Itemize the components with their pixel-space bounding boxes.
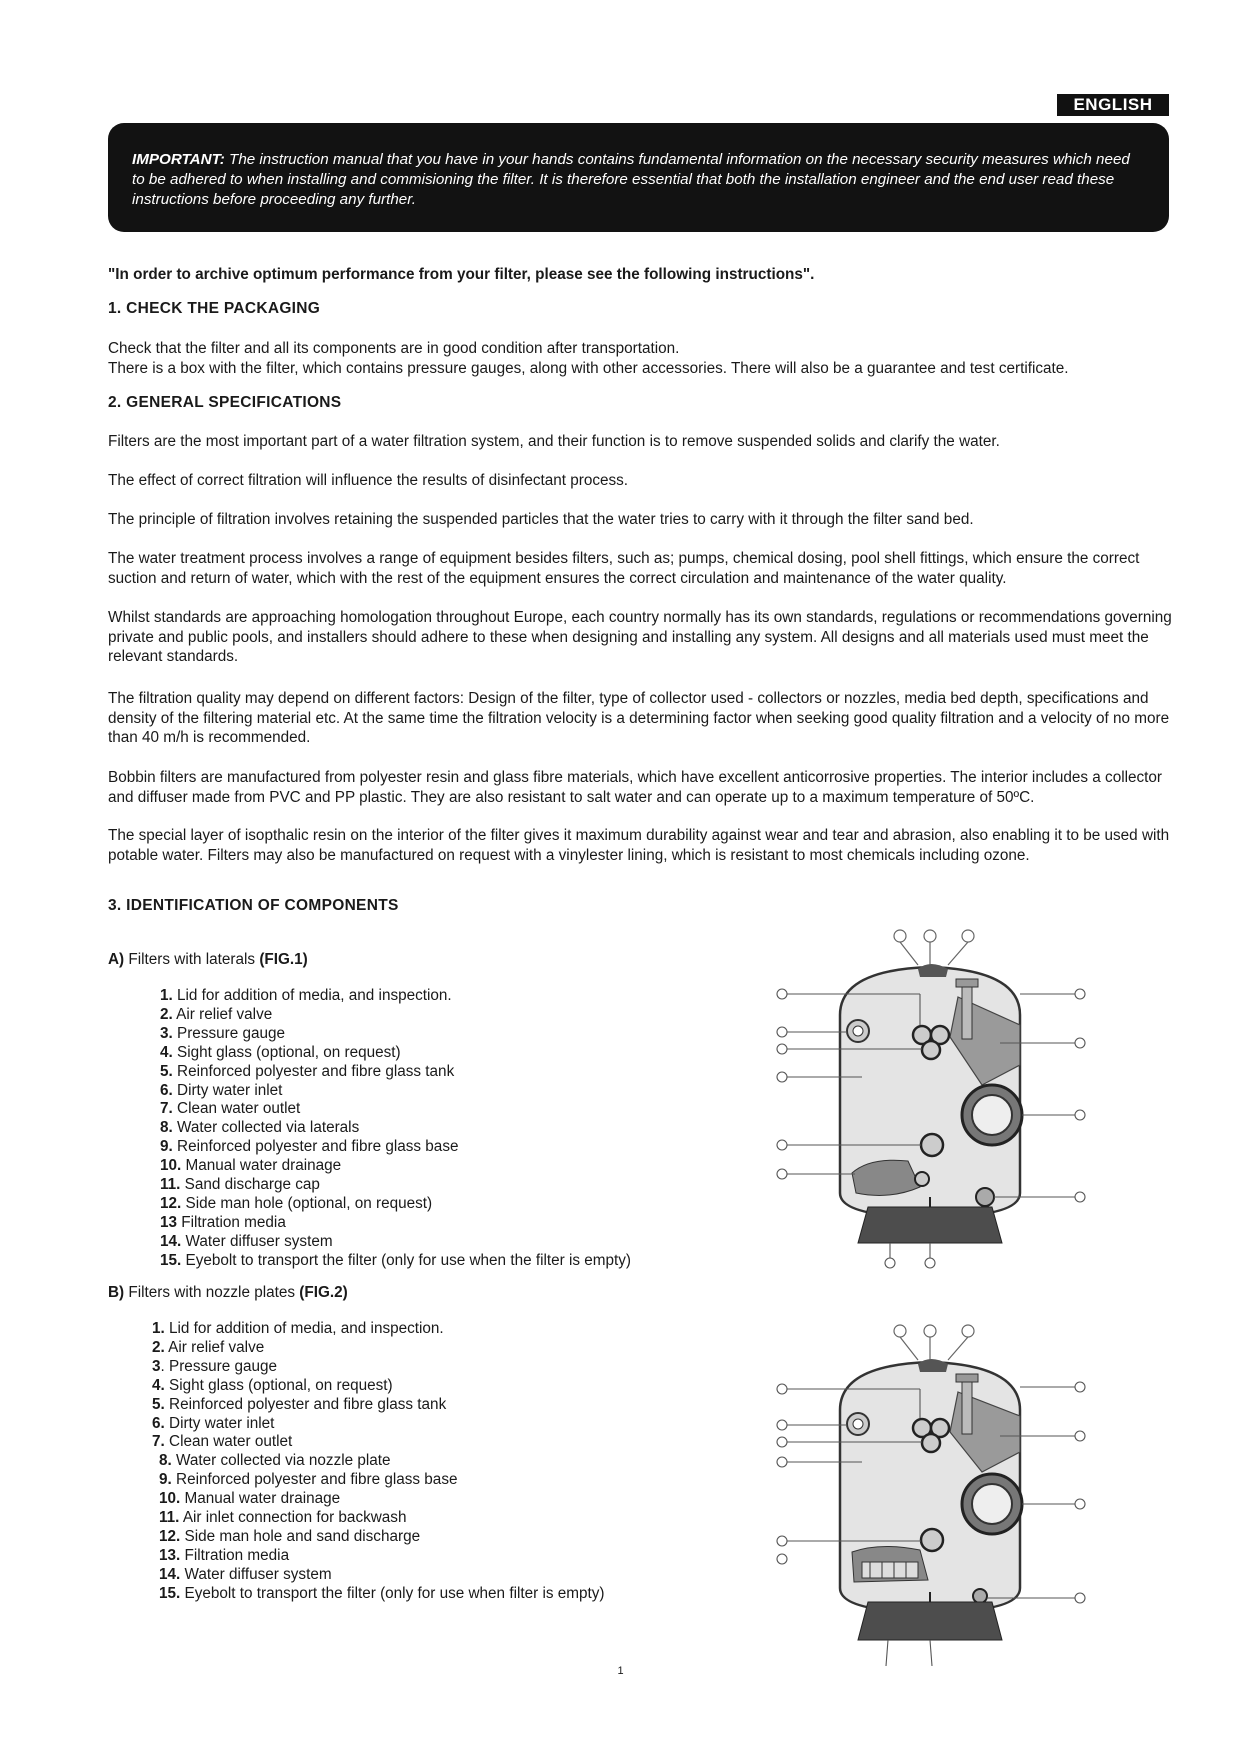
section2-p3: The principle of filtration involves retaining the suspended particles that the water tries to carry with it through the filter sand bed.	[108, 511, 974, 528]
section2-p5: Whilst standards are approaching homologation throughout Europe, each country normally has its own standards, regulations or recommendations governing private and public pools, and installers should adhere to these when designing and installing any system. All designs and all materials used must meet the relevant standards.	[108, 609, 1172, 665]
list-item: 1. Lid for addition of media, and inspection.	[160, 987, 452, 1004]
list-item: 15. Eyebolt to transport the filter (only for use when filter is empty)	[159, 1584, 605, 1602]
list-item: 5. Reinforced polyester and fibre glass tank	[152, 1395, 447, 1413]
filter-nozzle-plate-diagram	[770, 1320, 1090, 1670]
intro-quote: "In order to archive optimum performance from your filter, please see the following instructions".	[108, 266, 815, 283]
section2-p8: The special layer of isopthalic resin on the interior of the filter gives it maximum durability against wear and tear and abrasion, also enabling it to be used with potable water. Filters may also be manufactured on request with a vinylester lining, which is resistant to most chemicals including ozone.	[108, 827, 1170, 864]
group-b-title-text: Filters with nozzle plates	[124, 1284, 300, 1301]
list-item: 12. Side man hole (optional, on request)	[160, 1194, 433, 1212]
section1-line2: There is a box with the filter, which contains pressure gauges, along with other accessories. There will also be a guarantee and test certificate.	[108, 360, 1069, 377]
important-label: IMPORTANT:	[132, 151, 225, 168]
list-item: 10. Manual water drainage	[159, 1490, 341, 1508]
section2-p4: The water treatment process involves a range of equipment besides filters, such as; pumps, chemical dosing, pool shell fittings, which ensure the correct suction and return of water, which with the rest of the equipment ensures the correct circulation and maintenance of the water quality.	[108, 550, 1140, 587]
language-tag: ENGLISH	[1057, 94, 1169, 116]
list-item: 4. Sight glass (optional, on request)	[160, 1043, 401, 1061]
group-b-letter: B)	[108, 1284, 125, 1301]
section1-heading: 1. CHECK THE PACKAGING	[108, 300, 321, 317]
list-item: 14. Water diffuser system	[160, 1232, 333, 1250]
list-item: 8. Water collected via nozzle plate	[159, 1452, 391, 1470]
section1-line1: Check that the filter and all its components are in good condition after transportation.	[108, 340, 680, 357]
important-notice	[108, 123, 1169, 232]
list-item: 7. Clean water outlet	[152, 1433, 293, 1451]
list-item: 8. Water collected via laterals	[160, 1119, 360, 1137]
section3-heading: 3. IDENTIFICATION OF COMPONENTS	[108, 897, 399, 914]
list-item: 6. Dirty water inlet	[152, 1414, 275, 1432]
group-b-title	[108, 1283, 1173, 1303]
section2-heading: 2. GENERAL SPECIFICATIONS	[108, 394, 342, 411]
section2-p1: Filters are the most important part of a water filtration system, and their function is to remove suspended solids and clarify the water.	[108, 433, 1000, 450]
list-item: 9. Reinforced polyester and fibre glass base	[160, 1138, 459, 1156]
list-item: 12. Side man hole and sand discharge	[159, 1527, 421, 1545]
list-item: 5. Reinforced polyester and fibre glass tank	[160, 1062, 455, 1080]
section2-p7: Bobbin filters are manufactured from polyester resin and glass fibre materials, which have excellent anticorrosive properties. The interior includes a collector and diffuser made from PVC and PP plastic. They are also resistant to salt water and can operate up to a maximum temperature of 50ºC.	[108, 769, 1163, 806]
group-a-title-text: Filters with laterals	[124, 951, 260, 968]
group-b-fig-ref: (FIG.2)	[299, 1284, 348, 1301]
list-item: 2. Air relief valve	[152, 1338, 265, 1356]
page-number: 1	[617, 1665, 624, 1677]
list-item: 11. Air inlet connection for backwash	[159, 1509, 407, 1527]
list-item: 13. Filtration media	[159, 1546, 290, 1564]
list-item: 9. Reinforced polyester and fibre glass base	[159, 1471, 458, 1489]
list-item: 6. Dirty water inlet	[160, 1081, 283, 1099]
list-item: 3. Pressure gauge	[152, 1357, 278, 1375]
section2-p6: The filtration quality may depend on different factors: Design of the filter, type of collector used - collectors or nozzles, media bed depth, specifications and density of the filtering material etc. At the same time the filtration velocity is a determining factor when seeking good quality filtration and a velocity of no more than 40 m/h is recommended.	[108, 690, 1170, 746]
filter-laterals-diagram	[770, 925, 1090, 1285]
list-item: 4. Sight glass (optional, on request)	[152, 1376, 393, 1394]
list-item: 3. Pressure gauge	[160, 1024, 286, 1042]
section2-p2: The effect of correct filtration will influence the results of disinfectant process.	[108, 472, 629, 489]
group-a-list	[160, 987, 760, 1271]
important-text: The instruction manual that you have in your hands contains fundamental information on the necessary security measures which need to be adhered to when installing and commisioning the filter. It is therefore essential that both the installation engineer and the end user read these instructions before proceeding any further.	[132, 151, 1130, 208]
list-item: 14. Water diffuser system	[159, 1565, 332, 1583]
list-item: 7. Clean water outlet	[160, 1100, 301, 1118]
group-b-list	[152, 1320, 752, 1604]
list-item: 11. Sand discharge cap	[160, 1176, 320, 1194]
list-item: 1. Lid for addition of media, and inspection.	[152, 1320, 444, 1337]
list-item: 15. Eyebolt to transport the filter (only for use when the filter is empty)	[160, 1251, 632, 1269]
group-a-fig-ref: (FIG.1)	[259, 951, 308, 968]
list-item: 13 Filtration media	[160, 1213, 286, 1231]
group-a-letter: A)	[108, 951, 125, 968]
list-item: 2. Air relief valve	[160, 1005, 273, 1023]
list-item: 10. Manual water drainage	[160, 1157, 342, 1175]
